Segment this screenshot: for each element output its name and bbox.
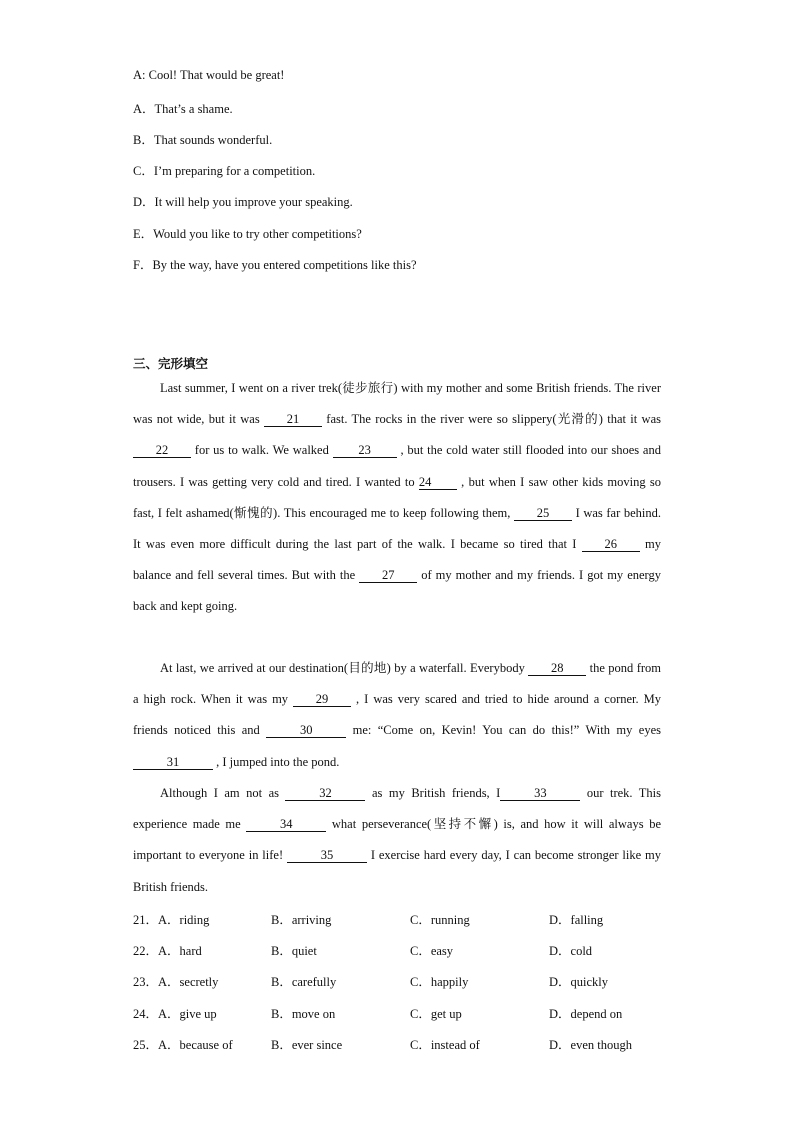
dialogue-option-d: D．It will help you improve your speaking. bbox=[133, 195, 353, 209]
option-a: 25．A．because of bbox=[133, 1038, 233, 1052]
passage-text: I was far behind. It was even more difficult during the last part of the walk. I became so tired that I bbox=[133, 505, 661, 552]
passage-text: me: “Come on, Kevin! You can do this!” With my eyes bbox=[346, 723, 661, 738]
question-row-22 bbox=[133, 941, 693, 961]
option-c: C．happily bbox=[410, 975, 469, 989]
blank-22: 22 bbox=[133, 443, 191, 458]
passage-text: At last, we arrived at our destination(目的地) by a waterfall. Everybody bbox=[160, 661, 529, 675]
passage-text: fast. The rocks in the river were so slippery(光滑的) that it was bbox=[322, 412, 661, 427]
question-row-25 bbox=[133, 1035, 693, 1055]
passage-text: as my British friends, I bbox=[365, 786, 501, 800]
blank-25: 25 bbox=[514, 506, 572, 521]
dialogue-line-a: A: Cool! That would be great! bbox=[133, 68, 285, 82]
question-row-21 bbox=[133, 910, 693, 930]
passage-text: I exercise hard every day, I can become stronger like my British friends. bbox=[133, 848, 661, 894]
dialogue-option-b: B．That sounds wonderful. bbox=[133, 133, 273, 147]
passage-text: my balance and fell several times. But with the bbox=[133, 537, 661, 583]
blank-26: 26 bbox=[582, 537, 640, 552]
option-c: C．instead of bbox=[410, 1038, 480, 1052]
blank-28: 28 bbox=[528, 661, 586, 676]
blank-32: 32 bbox=[285, 786, 365, 801]
option-b: B．move on bbox=[271, 1007, 336, 1021]
passage-text: Last summer, I went on a river trek(徒步旅行) with my mother and some British friends. The river was not wide, but it was bbox=[133, 381, 661, 427]
option-b: B．arriving bbox=[271, 913, 332, 927]
option-d: D．cold bbox=[549, 944, 593, 958]
passage-text: , but the cold water still flooded into our shoes and trousers. I was getting very cold and tired. I wanted to bbox=[133, 443, 661, 489]
blank-31: 31 bbox=[133, 755, 213, 770]
passage-text: Although I am not as bbox=[160, 786, 286, 800]
blank-23: 23 bbox=[333, 443, 397, 458]
blank-35: 35 bbox=[287, 848, 367, 863]
passage-text: the pond from a high rock. When it was my bbox=[133, 661, 661, 707]
option-c: C．running bbox=[410, 913, 470, 927]
passage-text: of my mother and my friends. I got my energy back and kept going. bbox=[133, 568, 661, 614]
dialogue-option-a: A．That’s a shame. bbox=[133, 102, 233, 116]
passage-text: , I was very scared and tried to hide around a corner. My friends noticed this and bbox=[133, 692, 661, 738]
option-b: B．ever since bbox=[271, 1038, 343, 1052]
option-d: D．depend on bbox=[549, 1007, 623, 1021]
option-d: D．even though bbox=[549, 1038, 632, 1052]
option-b: B．carefully bbox=[271, 975, 337, 989]
dialogue-option-e: E．Would you like to try other competitions? bbox=[133, 227, 362, 241]
blank-34: 34 bbox=[246, 817, 326, 832]
question-row-24 bbox=[133, 1004, 693, 1024]
option-a: 24．A．give up bbox=[133, 1007, 217, 1021]
passage-paragraph-3 bbox=[133, 778, 661, 903]
passage-text: , but when I saw other kids moving so fast, I felt ashamed(惭愧的). This encouraged me to keep following them, bbox=[133, 474, 662, 520]
passage-text: our trek. This experience made me bbox=[133, 786, 662, 832]
blank-24: 24 bbox=[419, 475, 457, 490]
passage-text: for us to walk. We walked bbox=[191, 443, 333, 458]
option-c: C．easy bbox=[410, 944, 454, 958]
blank-30: 30 bbox=[266, 723, 346, 738]
option-d: D．quickly bbox=[549, 975, 609, 989]
passage-paragraph-2 bbox=[133, 653, 661, 778]
passage-text: , I jumped into the pond. bbox=[213, 754, 340, 769]
option-a: 22．A．hard bbox=[133, 944, 202, 958]
dialogue-option-c: C．I’m preparing for a competition. bbox=[133, 164, 316, 178]
blank-21: 21 bbox=[264, 412, 322, 427]
section-title: 三、完形填空 bbox=[133, 356, 209, 371]
option-a: 21．A．riding bbox=[133, 913, 210, 927]
option-b: B．quiet bbox=[271, 944, 317, 958]
option-d: D．falling bbox=[549, 913, 604, 927]
option-c: C．get up bbox=[410, 1007, 462, 1021]
blank-29: 29 bbox=[293, 692, 351, 707]
passage-text: what perseverance(坚持不懈) is, and how it will always be important to everyone in life! bbox=[133, 817, 661, 863]
dialogue-option-f: F．By the way, have you entered competitions like this? bbox=[133, 258, 417, 272]
blank-33: 33 bbox=[500, 786, 580, 801]
option-a: 23．A．secretly bbox=[133, 975, 219, 989]
blank-27: 27 bbox=[359, 568, 417, 583]
passage-paragraph-1 bbox=[133, 373, 661, 623]
question-row-23 bbox=[133, 972, 693, 992]
